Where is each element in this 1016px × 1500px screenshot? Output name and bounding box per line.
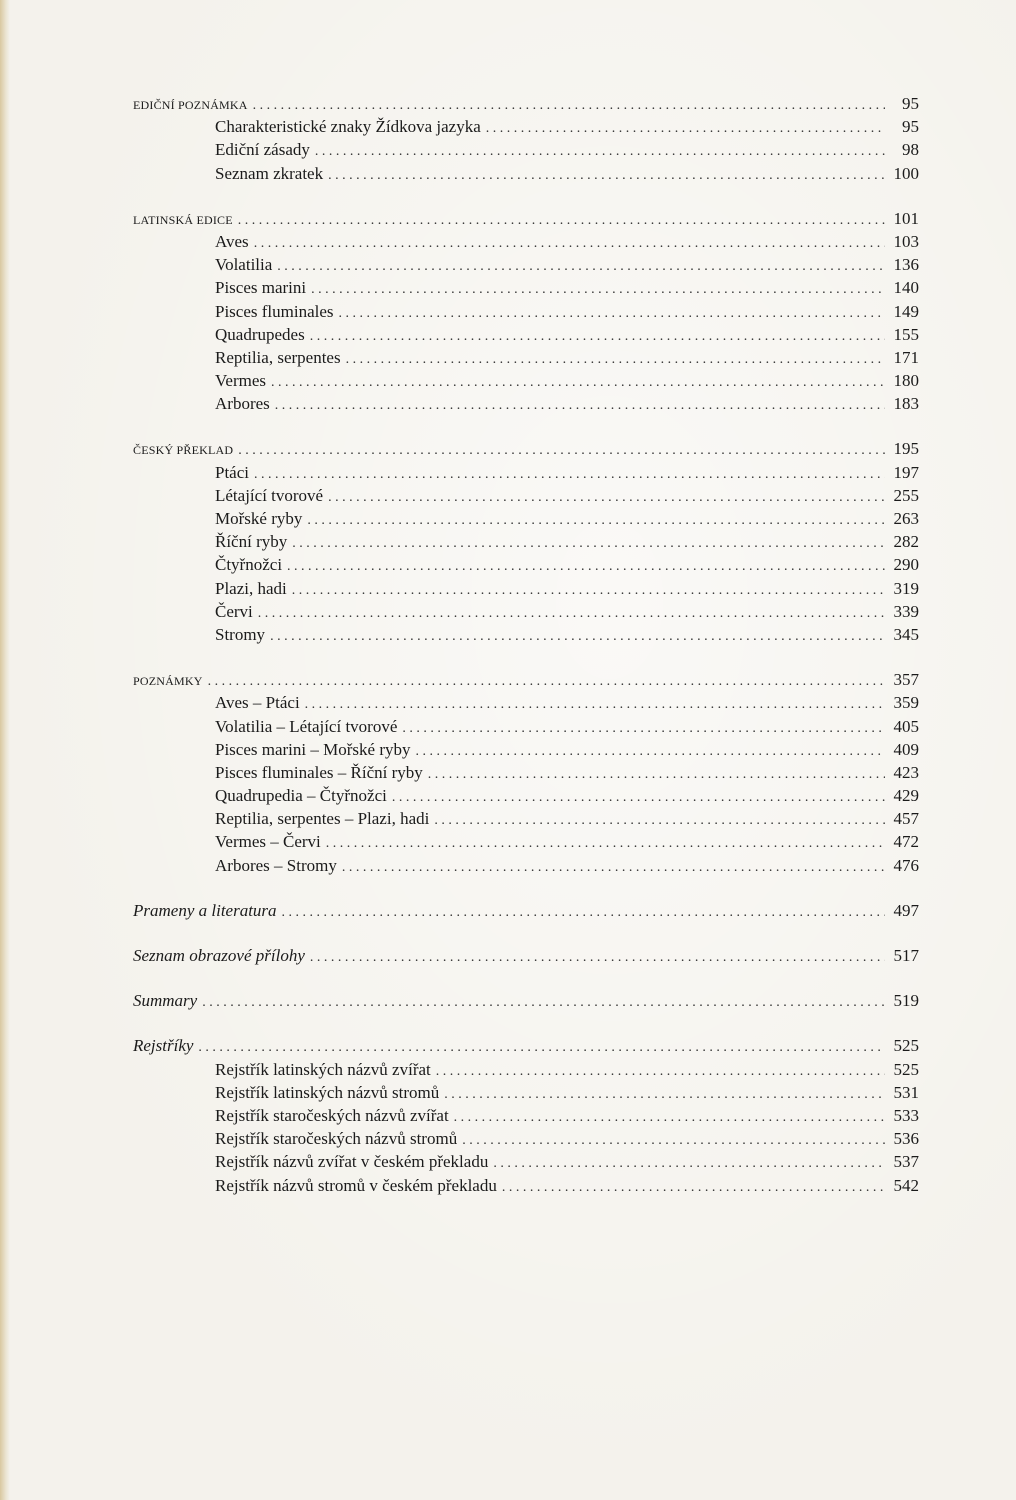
toc-entry [133,1174,919,1197]
dot-leader [454,1106,885,1129]
page-number: 155 [893,324,919,344]
toc-entry [133,369,919,392]
dot-leader [275,394,885,417]
entry-title: Aves – Ptáci [215,693,300,713]
toc-section [133,437,919,646]
entry-title: Plazi, hadi [215,578,287,598]
entry-title: POZNÁMKY [133,674,203,689]
page-number: 497 [893,900,919,920]
dot-leader [339,302,885,325]
dot-leader [238,209,885,232]
dot-leader [202,991,885,1014]
page-number: 359 [893,693,919,713]
toc-section [133,1034,919,1196]
toc-entry [133,761,919,784]
page-number: 536 [893,1129,919,1149]
page-number: 429 [893,786,919,806]
toc-entry [133,346,919,369]
entry-title: Rejstříky [133,1036,194,1056]
toc-entry [133,253,919,276]
toc-entry [133,553,919,576]
toc-entry [133,577,919,600]
dot-leader [310,325,885,348]
page-number: 263 [893,509,919,528]
entry-title: Rejstřík staročeských názvů zvířat [215,1105,449,1125]
entry-title: Vermes [215,371,266,391]
page-number: 103 [893,231,919,251]
toc-entry [133,392,919,415]
toc-entry [133,854,919,877]
toc-entry [133,530,919,553]
toc-entry [133,784,919,807]
page-number: 319 [893,578,919,598]
dot-leader [254,463,885,486]
dot-leader [254,232,885,255]
toc-section [133,899,919,922]
toc-entry [133,162,919,185]
page-number: 345 [893,624,919,644]
page-number: 95 [902,117,919,137]
entry-title: Aves [215,231,249,251]
entry-title: Létající tvorové [215,485,324,505]
dot-leader [208,670,885,693]
entry-title: EDIČNÍ POZNÁMKA [133,98,248,112]
toc-entry [133,484,919,507]
dot-leader [415,740,885,763]
page-number: 171 [893,347,919,367]
dot-leader [287,555,885,578]
dot-leader [315,140,885,163]
entry-title: Volatilia [215,255,273,275]
dot-leader [444,1083,885,1106]
page-number: 476 [893,855,919,875]
dot-leader [342,856,885,879]
page-number: 533 [893,1105,919,1125]
dot-leader [305,693,885,716]
page-number: 525 [893,1059,919,1079]
toc-entry [133,1127,919,1150]
dot-leader [436,1060,885,1083]
toc-section-heading [133,989,919,1012]
toc-entry [133,138,919,161]
page-number: 423 [893,762,919,782]
entry-title: Prameny a literatura [133,900,277,920]
dot-leader [493,1152,885,1175]
dot-leader [238,439,885,462]
dot-leader [434,809,885,832]
toc-entry [133,115,919,138]
entry-title: Rejstřík staročeských názvů stromů [215,1129,458,1149]
entry-title: Pisces marini – Mořské ryby [215,739,411,759]
page-number: 197 [893,462,919,482]
entry-title: Rejstřík latinských názvů zvířat [215,1059,431,1079]
dot-leader [462,1129,885,1152]
toc-section-heading [133,899,919,922]
page-number: 405 [893,716,919,736]
entry-title: Říční ryby [215,532,288,552]
toc-entry [133,807,919,830]
page-number: 180 [893,371,919,391]
page-number: 140 [893,278,919,298]
toc-section-heading [133,207,919,230]
toc-section [133,989,919,1012]
toc-entry [133,276,919,299]
entry-title: Stromy [215,624,266,644]
entry-title: Pisces fluminales [215,301,334,321]
toc-entry [133,830,919,853]
dot-leader [310,946,885,969]
dot-leader [277,255,885,278]
toc-entry [133,1081,919,1104]
dot-leader [292,532,885,555]
entry-title: Rejstřík latinských názvů stromů [215,1082,440,1102]
page-number: 519 [893,991,919,1011]
page-number: 409 [893,739,919,759]
dot-leader [502,1176,885,1199]
dot-leader [328,164,885,187]
entry-title: Vermes – Červi [215,832,321,852]
dot-leader [292,579,885,602]
entry-title: Quadrupedes [215,324,305,344]
entry-title: Summary [133,991,198,1011]
page-number: 290 [893,555,919,575]
toc-section [133,668,919,877]
entry-title: Ptáci [215,462,249,482]
toc-entry [133,461,919,484]
entry-title: Quadrupedia – Čtyřnožci [215,786,387,806]
page-number: 537 [893,1152,919,1172]
toc-entry [133,600,919,623]
page-number: 95 [902,94,919,113]
page-number: 542 [893,1175,919,1195]
entry-title: Ediční zásady [215,140,310,160]
dot-leader [428,763,885,786]
dot-leader [282,901,885,924]
toc-entry [133,507,919,530]
toc-entry [133,323,919,346]
dot-leader [198,1036,885,1059]
toc-section-heading [133,437,919,460]
page-number: 517 [893,946,919,965]
entry-title: Pisces fluminales – Říční ryby [215,762,423,782]
page-edge [0,0,10,1500]
page-number: 100 [893,163,919,183]
dot-leader [311,278,885,301]
page-number: 531 [893,1082,919,1102]
page-number: 98 [902,140,919,160]
toc-section-heading [133,92,919,115]
page-number: 136 [893,255,919,275]
entry-title: Seznam zkratek [215,163,324,183]
entry-title: Charakteristické znaky Žídkova jazyka [215,117,481,137]
page-number: 183 [893,394,919,414]
entry-title: Čtyřnožci [215,555,283,575]
page-number: 525 [893,1036,919,1056]
entry-title: ČESKÝ PŘEKLAD [133,443,234,458]
dot-leader [270,625,885,648]
toc-entry [133,623,919,646]
dot-leader [307,509,885,532]
toc-entry [133,300,919,323]
page-number: 339 [893,601,919,621]
toc-section [133,944,919,967]
page-number: 472 [893,832,919,852]
dot-leader [258,602,885,625]
page-number: 255 [893,485,919,505]
page-number: 457 [893,809,919,829]
toc-entry [133,1058,919,1081]
table-of-contents [133,92,919,1219]
dot-leader [271,371,885,394]
page-number: 101 [893,208,919,228]
entry-title: Arbores – Stromy [215,855,337,875]
entry-title: Volatilia – Létající tvorové [215,716,398,736]
dot-leader [253,94,885,117]
dot-leader [328,486,885,509]
entry-title: Mořské ryby [215,509,303,528]
dot-leader [486,117,885,140]
toc-entry [133,738,919,761]
entry-title: Arbores [215,394,270,414]
page-number: 195 [893,439,919,459]
page-number: 282 [893,532,919,552]
entry-title: Reptilia, serpentes [215,347,341,367]
entry-title: Rejstřík názvů zvířat v českém překladu [215,1152,489,1172]
dot-leader [326,832,885,855]
entry-title: Červi [215,601,253,621]
entry-title: Reptilia, serpentes – Plazi, hadi [215,809,430,829]
entry-title: Pisces marini [215,278,307,298]
toc-section [133,207,919,416]
dot-leader [346,348,885,371]
toc-section [133,92,919,185]
dot-leader [402,717,885,740]
entry-title: Rejstřík názvů stromů v českém překladu [215,1175,497,1195]
page-number: 357 [893,670,919,690]
dot-leader [392,786,885,809]
toc-section-heading [133,944,919,967]
toc-entry [133,1150,919,1173]
page-number: 149 [893,301,919,321]
toc-entry [133,1104,919,1127]
entry-title: Seznam obrazové přílohy [133,946,305,965]
toc-section-heading [133,1034,919,1057]
toc-entry [133,715,919,738]
toc-section-heading [133,668,919,691]
entry-title: LATINSKÁ EDICE [133,212,233,227]
toc-entry [133,691,919,714]
toc-entry [133,230,919,253]
